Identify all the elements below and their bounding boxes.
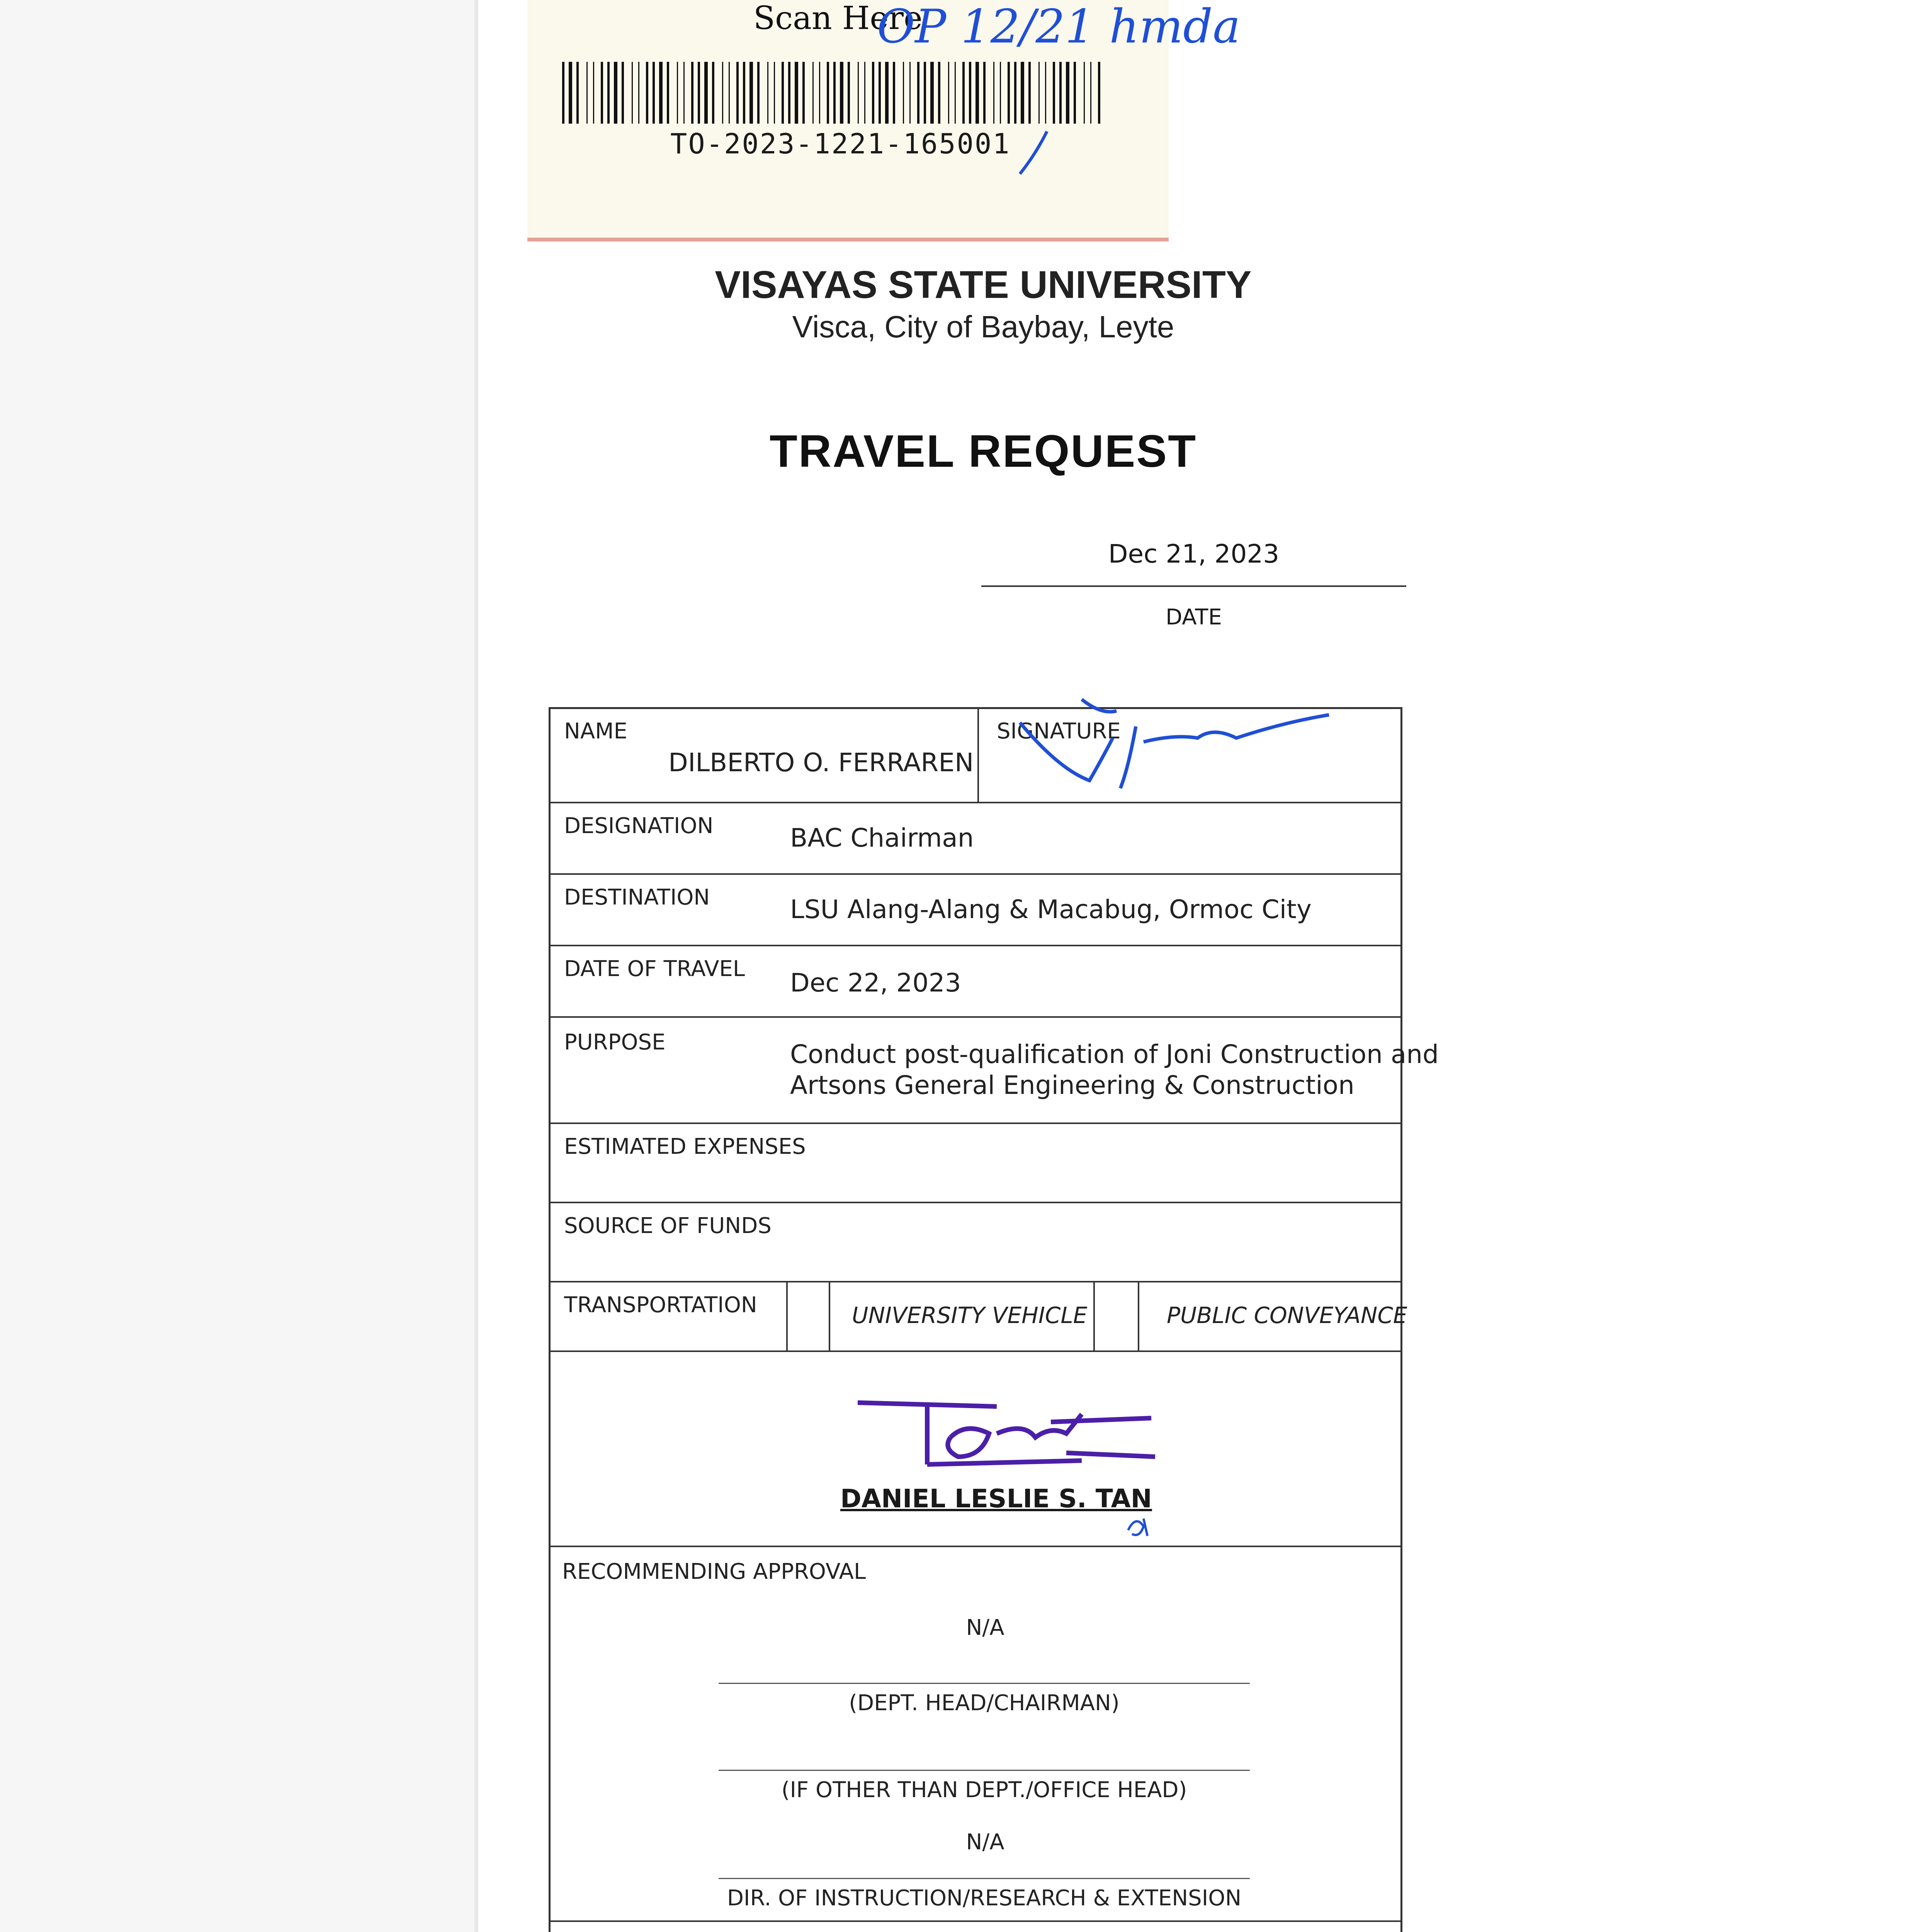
recommending-value-1: N/A	[966, 1615, 1004, 1640]
date-of-travel-value: Dec 22, 2023	[790, 968, 961, 998]
university-vehicle-option: UNIVERSITY VEHICLE	[852, 1302, 1088, 1328]
barcode-bar	[691, 62, 693, 124]
purpose-line-1: Conduct post-qualification of Joni Construction and	[790, 1039, 1439, 1069]
dept-head-caption: (DEPT. HEAD/CHAIRMAN)	[849, 1690, 1120, 1716]
transport-divider	[829, 1281, 830, 1350]
barcode-bar	[1059, 62, 1062, 124]
barcode-bar	[1014, 62, 1016, 124]
barcode-bar	[638, 62, 639, 124]
barcode-bar	[879, 62, 881, 124]
university-address: Visca, City of Baybay, Leyte	[792, 310, 1174, 344]
transport-divider	[1138, 1281, 1139, 1350]
destination-label: DESTINATION	[564, 885, 710, 910]
purpose-label: PURPOSE	[564, 1030, 666, 1055]
form-title: TRAVEL REQUEST	[769, 426, 1197, 477]
barcode-bar	[704, 62, 708, 124]
barcode-bar	[749, 62, 753, 124]
barcode-bar	[840, 62, 843, 124]
barcode-bar	[917, 62, 919, 124]
barcode-bar	[858, 62, 859, 124]
barcode-bar	[683, 62, 685, 124]
barcode-bar	[924, 62, 926, 124]
barcode-bar	[893, 62, 895, 124]
purpose-line-2: Artsons General Engineering & Construction	[790, 1070, 1354, 1100]
row-divider	[549, 1016, 1402, 1018]
barcode-bar	[782, 62, 784, 124]
barcode-bar	[938, 62, 940, 124]
request-date-caption: DATE	[1166, 605, 1222, 630]
name-signature-divider	[977, 707, 979, 802]
barcode-bar	[1008, 62, 1010, 124]
barcode-bar	[607, 62, 610, 124]
source-of-funds-label: SOURCE OF FUNDS	[564, 1213, 772, 1238]
date-underline	[981, 585, 1406, 587]
requester-signature	[1012, 692, 1341, 808]
handwritten-slash-mark	[1012, 128, 1059, 178]
university-name: VISAYAS STATE UNIVERSITY	[715, 263, 1252, 306]
recommending-value-2: N/A	[966, 1830, 1004, 1855]
barcode-bar	[1000, 62, 1001, 124]
barcode-bar	[677, 62, 678, 124]
public-conveyance-option: PUBLIC CONVEYANCE	[1167, 1302, 1407, 1328]
signatory-signature	[850, 1391, 1167, 1480]
barcode-bar	[659, 62, 663, 124]
barcode-bar	[729, 62, 730, 124]
other-head-signature-line	[719, 1770, 1250, 1771]
barcode-bar	[812, 62, 814, 124]
row-divider	[549, 802, 1402, 803]
barcode-bar	[802, 62, 805, 124]
row-divider	[549, 1202, 1402, 1203]
barcode-bar	[767, 62, 768, 124]
barcode-bar	[736, 62, 739, 124]
destination-value: LSU Alang-Alang & Macabug, Ormoc City	[790, 895, 1312, 924]
barcode-bar	[955, 62, 956, 124]
barcode-bar	[788, 62, 790, 124]
barcode-bar	[622, 62, 624, 124]
barcode-bar	[722, 62, 723, 124]
barcode-bar	[774, 62, 775, 124]
barcode-bar	[576, 62, 579, 124]
barcode-bar	[586, 62, 588, 124]
initial-mark	[1120, 1507, 1155, 1542]
barcode-bar	[795, 62, 798, 124]
row-divider	[549, 1122, 1402, 1124]
scan-margin	[0, 0, 475, 1932]
barcode-bar	[903, 62, 904, 124]
barcode-bar	[848, 62, 850, 124]
row-divider	[549, 1920, 1402, 1922]
barcode-bar	[930, 62, 934, 124]
barcode-bar	[698, 62, 700, 124]
barcode-bar	[653, 62, 655, 124]
barcode-bar	[562, 62, 564, 124]
sticker-edge	[527, 238, 1169, 242]
barcode-bar	[1074, 62, 1076, 124]
barcode-bar	[646, 62, 648, 124]
barcode-bar	[885, 62, 889, 124]
barcode-bar	[833, 62, 836, 124]
barcode-bar	[1028, 62, 1031, 124]
transportation-label: TRANSPORTATION	[564, 1293, 757, 1318]
date-of-travel-label: DATE OF TRAVEL	[564, 956, 745, 981]
barcode-bar	[909, 62, 911, 124]
requester-signatory-name: DANIEL LESLIE S. TAN	[840, 1484, 1152, 1514]
university-vehicle-checkbox[interactable]	[788, 1282, 829, 1350]
barcode-bar	[1066, 62, 1069, 124]
row-divider	[549, 1546, 1402, 1547]
barcode-bar	[632, 62, 633, 124]
request-date-value: Dec 21, 2023	[1108, 539, 1280, 569]
dept-head-signature-line	[719, 1683, 1250, 1684]
barcode-bar	[601, 62, 603, 124]
barcode-bar	[1090, 62, 1091, 124]
barcode-bar	[743, 62, 745, 124]
barcode-bar	[667, 62, 669, 124]
barcode-bar	[1053, 62, 1055, 124]
tracking-number: TO-2023-1221-165001	[670, 128, 1011, 160]
barcode-bar	[1045, 62, 1046, 124]
name-value: DILBERTO O. FERRAREN	[668, 748, 974, 777]
designation-label: DESIGNATION	[564, 813, 714, 838]
scan-here-label: Scan Here	[753, 0, 923, 37]
page-edge	[474, 0, 478, 1932]
barcode-bar	[1084, 62, 1085, 124]
row-divider	[549, 1281, 1402, 1282]
barcode-graphic	[562, 62, 1107, 124]
barcode-bar	[872, 62, 874, 124]
barcode-bar	[969, 62, 971, 124]
barcode-bar	[983, 62, 986, 124]
director-caption: DIR. OF INSTRUCTION/RESEARCH & EXTENSION	[727, 1886, 1242, 1911]
barcode-bar	[864, 62, 865, 124]
estimated-expenses-label: ESTIMATED EXPENSES	[564, 1134, 806, 1159]
barcode-bar	[569, 62, 572, 124]
row-divider	[549, 945, 1402, 946]
barcode-bar	[712, 62, 714, 124]
barcode-bar	[614, 62, 617, 124]
designation-value: BAC Chairman	[790, 823, 974, 853]
other-head-caption: (IF OTHER THAN DEPT./OFFICE HEAD)	[781, 1777, 1187, 1803]
barcode-bar	[1021, 62, 1024, 124]
public-conveyance-checkbox[interactable]	[1095, 1282, 1138, 1350]
barcode-bar	[975, 62, 979, 124]
handwritten-routing-note: OP 12/21 hmda	[877, 0, 1241, 54]
barcode-bar	[593, 62, 594, 124]
barcode-bar	[1098, 62, 1100, 124]
barcode-bar	[993, 62, 994, 124]
director-signature-line	[719, 1878, 1250, 1879]
barcode-bar	[757, 62, 760, 124]
barcode-bar	[1038, 62, 1040, 124]
barcode-bar	[962, 62, 965, 124]
row-divider	[549, 873, 1402, 875]
recommending-approval-label: RECOMMENDING APPROVAL	[562, 1559, 866, 1584]
barcode-bar	[819, 62, 820, 124]
barcode-bar	[948, 62, 949, 124]
name-label: NAME	[564, 719, 627, 744]
signature-label: SIGNATURE	[997, 719, 1121, 744]
row-divider	[549, 1350, 1402, 1352]
barcode-bar	[827, 62, 829, 124]
